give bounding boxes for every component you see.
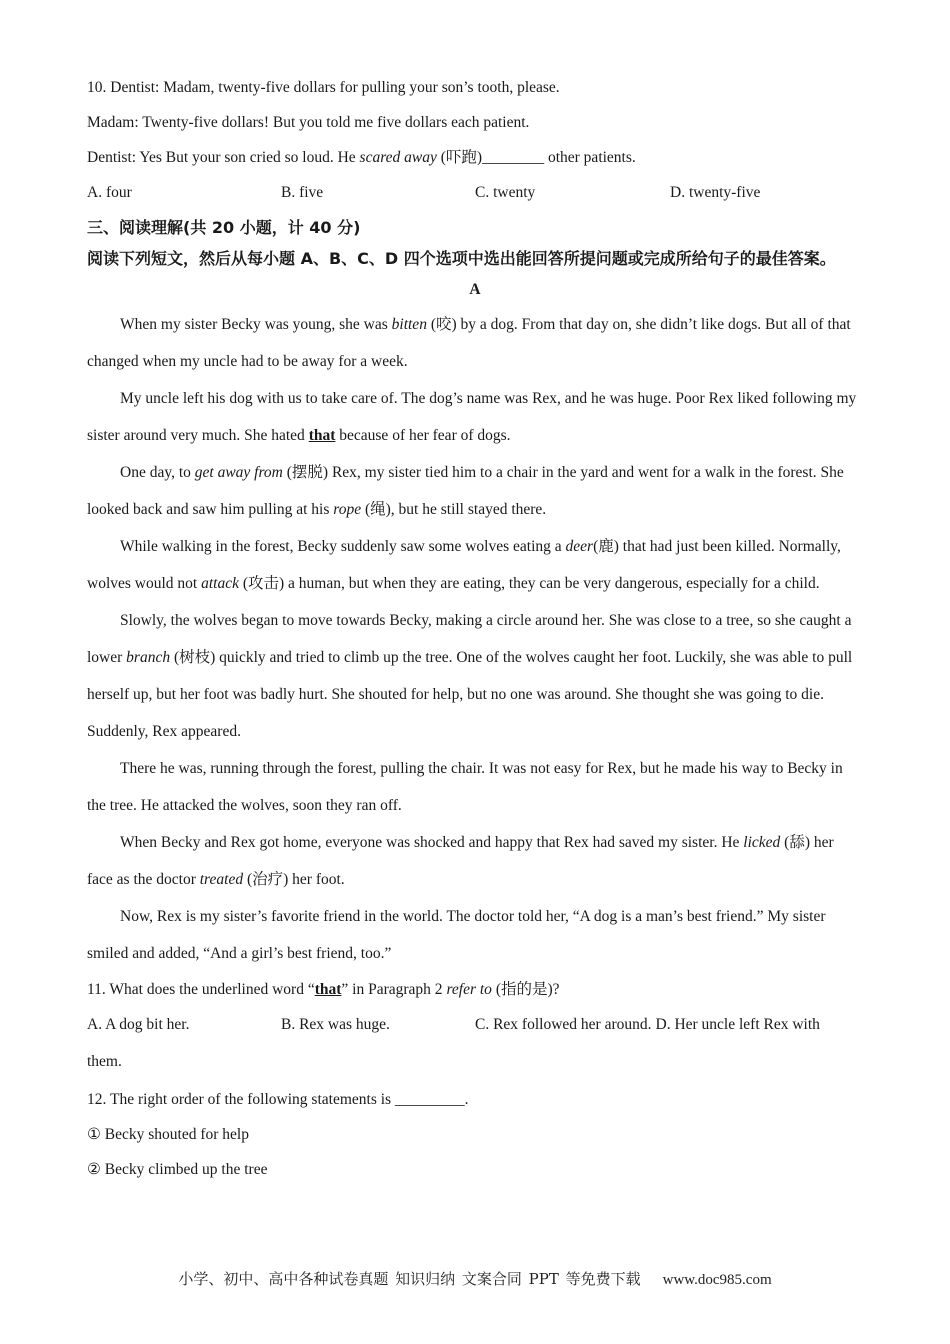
document-page xyxy=(87,70,863,1187)
q11-option-d-wrap: them. xyxy=(87,1053,122,1070)
footer-text: 小学、初中、高中各种试卷真题 知识归纳 文案合同 PPT 等免费下载 xyxy=(178,1270,641,1288)
q12-stem: 12. The right order of the following statements is _________. xyxy=(87,1091,469,1108)
section-title: 三、阅读理解(共 20 小题，计 40 分) xyxy=(87,218,361,237)
passage-paragraph-4: While walking in the forest, Becky suddenly saw some wolves eating a deer(鹿) that had just been killed. Normally, wolves would not attack (攻击) a human, but when they are eating, they can be very dangerous, especially for a child. xyxy=(87,538,841,592)
footer-url[interactable]: www.doc985.com xyxy=(662,1272,772,1288)
passage-paragraph-8: Now, Rex is my sister’s favorite friend in the world. The doctor told her, “A dog is a man’s best friend.” My sister smiled and added, “And a girl’s best friend, too.” xyxy=(87,908,826,962)
passage-paragraph-3: One day, to get away from (摆脱) Rex, my sister tied him to a chair in the yard and went for a walk in the forest. She looked back and saw him pulling at his rope (绳), but he still stayed there. xyxy=(87,464,844,518)
q12-item-1: ① Becky shouted for help xyxy=(87,1126,249,1143)
q10-option-c: C. twenty xyxy=(475,184,536,201)
q10-option-d: D. twenty-five xyxy=(670,184,761,201)
q11-option-a: A. A dog bit her. xyxy=(87,1016,190,1033)
section-instruction: 阅读下列短文，然后从每小题 A、B、C、D 四个选项中选出能回答所提问题或完成所给句子的最佳答案。 xyxy=(87,249,836,268)
page-footer xyxy=(0,1268,950,1289)
passage-paragraph-1: When my sister Becky was young, she was bitten (咬) by a dog. From that day on, she didn’t like dogs. But all of that changed when my uncle had to be away for a week. xyxy=(87,316,851,370)
passage-paragraph-7: When Becky and Rex got home, everyone was shocked and happy that Rex had saved my sister. He licked (舔) her face as the doctor treated (治疗) her foot. xyxy=(87,834,834,888)
passage-label: A xyxy=(469,281,481,298)
q10-option-a: A. four xyxy=(87,184,132,201)
q10-line-2: Madam: Twenty-five dollars! But you told me five dollars each patient. xyxy=(87,114,530,131)
q10-option-b: B. five xyxy=(281,184,324,201)
q10-line-3: Dentist: Yes But your son cried so loud. He scared away (吓跑)________ other patients. xyxy=(87,149,636,166)
q11-option-c: C. Rex followed her around. xyxy=(475,1016,652,1033)
passage-paragraph-6: There he was, running through the forest, pulling the chair. It was not easy for Rex, but he made his way to Becky in the tree. He attacked the wolves, soon they ran off. xyxy=(87,760,843,814)
q10-line-1: 10. Dentist: Madam, twenty-five dollars for pulling your son’s tooth, please. xyxy=(87,79,560,96)
q11-options xyxy=(87,1007,863,1042)
passage-paragraph-2: My uncle left his dog with us to take care of. The dog’s name was Rex, and he was huge. Poor Rex liked following my sister around very much. She hated that because of her fear of dogs. xyxy=(87,390,857,444)
q12-item-2: ② Becky climbed up the tree xyxy=(87,1161,268,1178)
passage-paragraph-5: Slowly, the wolves began to move towards Becky, making a circle around her. She was close to a tree, so she caught a lower branch (树枝) quickly and tried to climb up the tree. One of the wolves caught her foot. Luckily, she was able to pull herself up, but her foot was badly hurt. She shouted for help, but no one was around. She thought she was going to die. Suddenly, Rex appeared. xyxy=(87,612,853,740)
q10-options xyxy=(87,175,863,210)
q11-stem: 11. What does the underlined word “that” in Paragraph 2 refer to (指的是)? xyxy=(87,981,560,998)
q11-option-b: B. Rex was huge. xyxy=(281,1016,390,1033)
q11-option-d: D. Her uncle left Rex with xyxy=(655,1016,820,1033)
